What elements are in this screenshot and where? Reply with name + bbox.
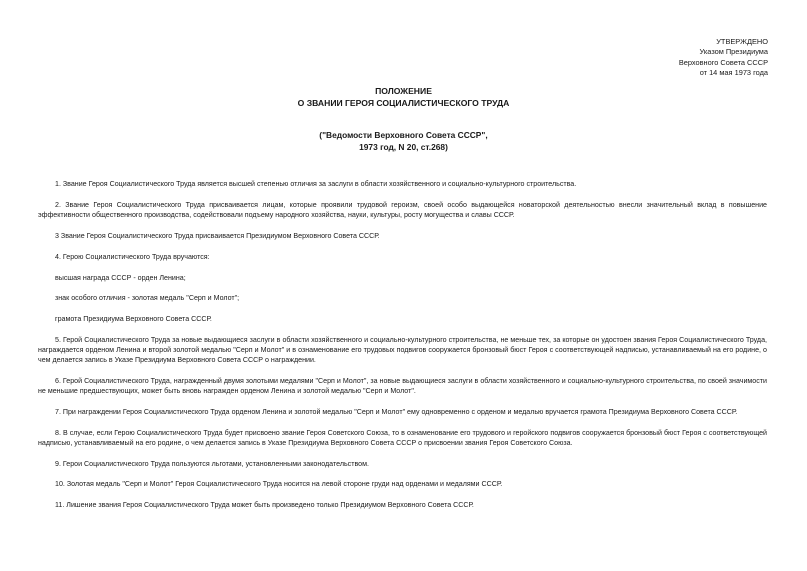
paragraph: 10. Золотая медаль "Серп и Молот" Героя Социалистического Труда носится на левой стороне груди над орденами и медалями СССР. — [55, 480, 503, 489]
paragraph: 2. Звание Героя Социалистического Труда присваивается лицам, которые проявили трудовой героизм, своей особо выдающейся новаторской деятельностью внесли значительный вклад в повышение эффективности общественного производства, содействовали подъему народного хозяйства, науки, культуры, росту могущества и славы СССР. — [38, 200, 767, 219]
paragraph: 8. В случае, если Герою Социалистического Труда будет присвоено звание Героя Советского Союза, то в ознаменование его трудового и геройского подвигов сооружается бронзовый бюст Героя с соответствующей надписью, устанавливаемый на его родине, о чем делается запись в Указе Президиума Верховного Совета СССР о присвоении звания Героя Советского Союза. — [38, 428, 767, 447]
title-line: ПОЛОЖЕНИЕ — [375, 86, 432, 96]
approval-line: Верховного Совета СССР — [678, 57, 768, 67]
paragraph: высшая награда СССР - орден Ленина; — [55, 273, 186, 282]
paragraph: 6. Герой Социалистического Труда, награжденный двумя золотыми медалями "Серп и Молот", за новые выдающиеся заслуги в области хозяйственного и социально-культурного строительства, по своей значимости не меньшие предшествующих, может быть вновь награжден орденом Ленина и золотой медалью "Серп и Молот". — [38, 376, 767, 395]
paragraph: знак особого отличия - золотая медаль "Серп и Молот"; — [55, 294, 240, 303]
document-title — [0, 86, 807, 109]
approval-line: Указом Президиума — [699, 47, 768, 57]
paragraph: 4. Герою Социалистического Труда вручаются: — [55, 252, 210, 261]
approval-line: от 14 мая 1973 года — [699, 68, 768, 78]
approval-line: УТВЕРЖДЕНО — [716, 37, 768, 46]
approval-stamp — [679, 37, 768, 79]
document-body — [38, 180, 767, 522]
paragraph: грамота Президиума Верховного Совета СССР. — [55, 315, 212, 324]
source-line: 1973 год, N 20, ст.268) — [359, 141, 448, 152]
title-line: О ЗВАНИИ ГЕРОЯ СОЦИАЛИСТИЧЕСКОГО ТРУДА — [297, 97, 510, 108]
paragraph: 11. Лишение звания Героя Социалистического Труда может быть произведено только Президиумом Верховного Совета СССР. — [55, 501, 474, 510]
publication-source — [0, 130, 807, 153]
paragraph: 1. Звание Героя Социалистического Труда является высшей степенью отличия за заслуги в области хозяйственного и социально-культурного строительства. — [55, 180, 577, 188]
paragraph: 5. Герой Социалистического Труда за новые выдающиеся заслуги в области хозяйственного и социально-культурного строительства, не меньше тех, за которые он удостоен звания Героя Социалистического Труда, награждается орденом Ленина и второй золотой медалью "Серп и Молот" и в ознаменование его трудовых подвигов сооружается бронзовый бюст Героя с соответствующей надписью, устанавливаемый на его родине, о чем делается запись в Указе Президиума Верховного Совета СССР о награждении. — [38, 336, 767, 365]
paragraph: 3 Звание Героя Социалистического Труда присваивается Президиумом Верховного Совета СССР. — [55, 231, 380, 240]
paragraph: 7. При награждении Героя Социалистического Труда орденом Ленина и золотой медалью "Серп и Молот" ему одновременно с орденом и медалью вручается грамота Президиума Верховного Совета СССР. — [55, 407, 738, 416]
source-line: ("Ведомости Верховного Совета СССР", — [319, 130, 488, 140]
paragraph: 9. Герои Социалистического Труда пользуются льготами, установленными законодательством. — [55, 459, 369, 468]
